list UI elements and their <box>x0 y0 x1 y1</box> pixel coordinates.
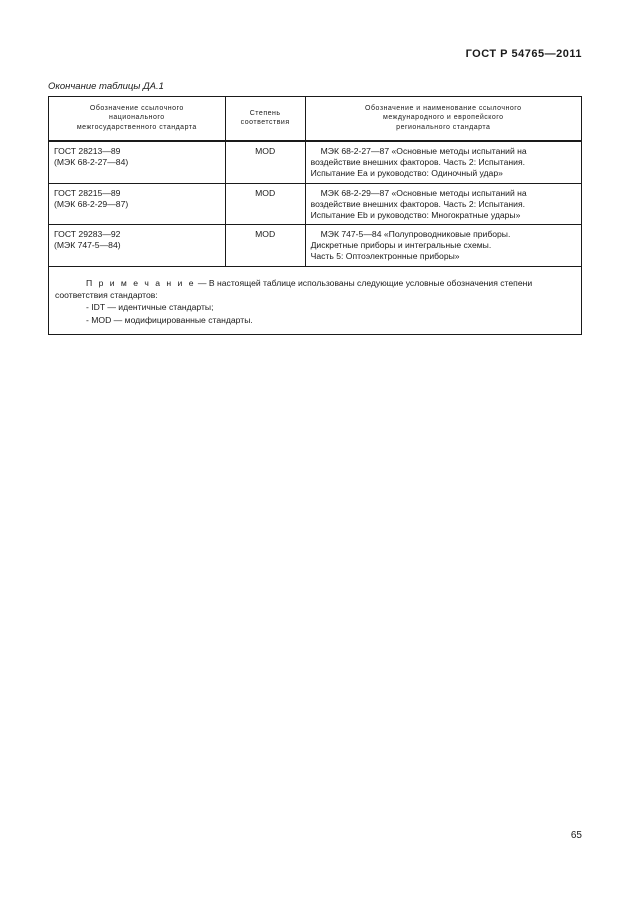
standards-table <box>48 96 582 335</box>
reference-standard-cell: МЭК 68-2-27—87 «Основные методы испытаний на воздействие внешних факторов. Часть 2: Испытания. Испытание Еа и руководство: Одиночный удар» <box>305 142 581 184</box>
document-id: ГОСТ Р 54765—2011 <box>465 48 582 60</box>
national-standard-cell: ГОСТ 28213—89 (МЭК 68-2-27—84) <box>49 142 226 184</box>
note-item: - IDT — идентичные стандарты; <box>86 302 214 313</box>
degree-cell: MOD <box>225 183 305 225</box>
table-header-row <box>49 97 582 141</box>
table-row <box>49 142 582 184</box>
national-standard-cell: ГОСТ 29283—92 (МЭК 747-5—84) <box>49 225 226 267</box>
degree-cell: MOD <box>225 142 305 184</box>
reference-standard-cell: МЭК 68-2-29—87 «Основные методы испытаний на воздействие внешних факторов. Часть 2: Испытания. Испытание Еb и руководство: Многократные удары» <box>305 183 581 225</box>
column-header-reference: Обозначение и наименование ссылочного международного и европейского регионального стандарта <box>305 97 581 141</box>
column-header-national: Обозначение ссылочного национального межгосударственного стандарта <box>49 97 226 141</box>
note-item: - MOD — модифицированные стандарты. <box>86 314 253 325</box>
column-header-degree: Степень соответствия <box>225 97 305 141</box>
table-note: П р и м е ч а н и е — В настоящей таблице использованы следующие условные обозначения степени соответствия стандартов: - IDT — идентичные стандарты; - MOD — модифицированные стандарты. <box>49 266 582 335</box>
note-label: П р и м е ч а н и е <box>86 277 196 288</box>
table-row <box>49 225 582 267</box>
degree-cell: MOD <box>225 225 305 267</box>
national-standard-cell: ГОСТ 28215—89 (МЭК 68-2-29—87) <box>49 183 226 225</box>
table-note-row <box>49 266 582 335</box>
table-caption: Окончание таблицы ДА.1 <box>48 81 164 92</box>
table-row <box>49 183 582 225</box>
page-number: 65 <box>570 830 582 841</box>
reference-standard-cell: МЭК 747-5—84 «Полупроводниковые приборы. Дискретные приборы и интегральные схемы. Часть 5: Оптоэлектронные приборы» <box>305 225 581 267</box>
